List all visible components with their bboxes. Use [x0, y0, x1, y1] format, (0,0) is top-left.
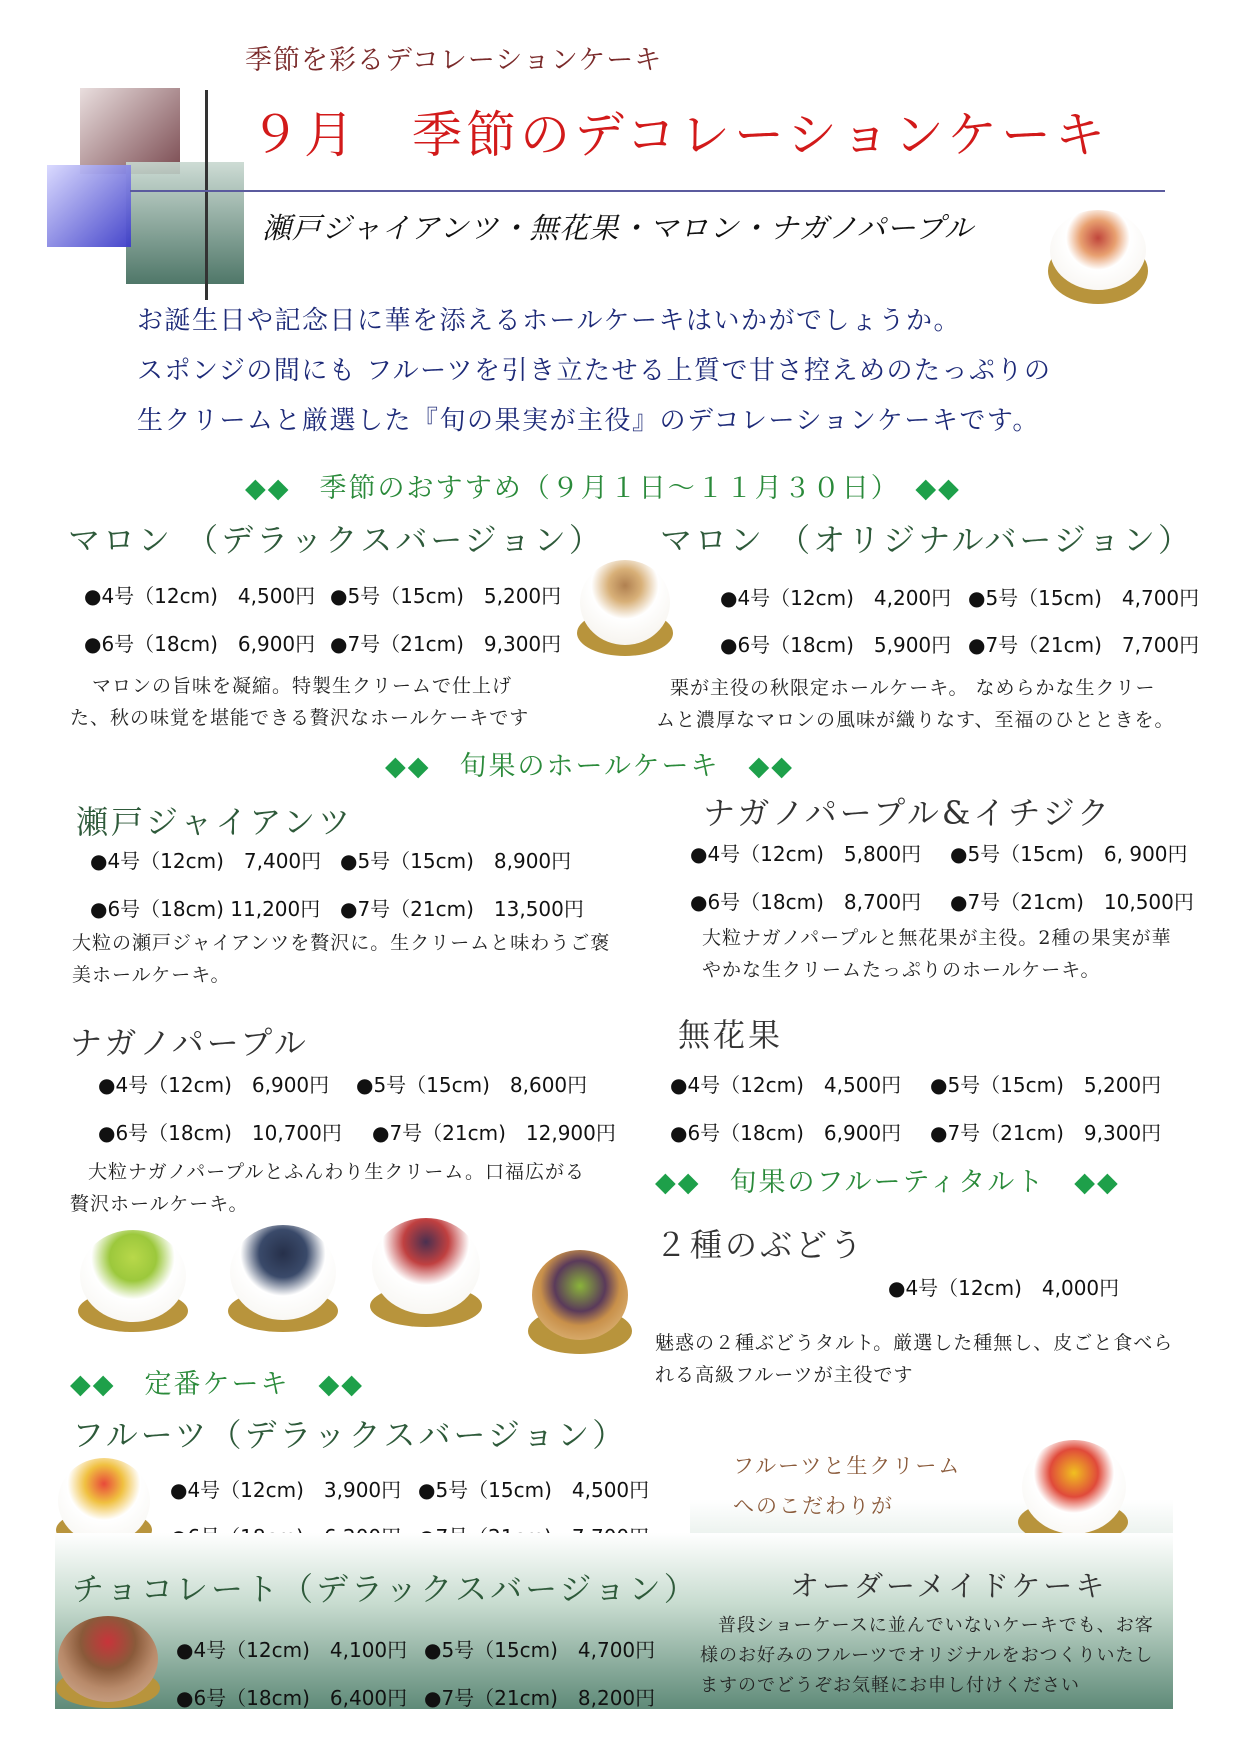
price-seto-5: ●5号（15cm) 8,900円: [340, 849, 572, 873]
price-grape-tart-4: ●4号（12cm) 4,000円: [888, 1276, 1120, 1300]
price-fig-6: ●6号（18cm) 6,900円: [670, 1121, 902, 1145]
price-marron-orig-6: ●6号（18cm) 5,900円: [720, 633, 952, 657]
product-name-choco-dx: チョコレート（デラックスバージョン）: [72, 1570, 699, 1608]
product-name-nagano-fig: ナガノパープル&イチジク: [703, 794, 1113, 832]
product-name-marron-dx: マロン （デラックスバージョン）: [68, 521, 604, 559]
order-desc-3: ますのでどうぞお気軽にお申し付けください: [700, 1675, 1080, 1696]
price-marron-orig-4: ●4号（12cm) 4,200円: [720, 586, 952, 610]
price-seto-7: ●7号（21cm) 13,500円: [340, 897, 584, 921]
choco-cake-image: [58, 1616, 158, 1702]
product-name-grape-tart: ２種のぶどう: [655, 1226, 866, 1264]
diamond-icon: ◆◆: [1074, 1167, 1120, 1198]
order-title: オーダーメイドケーキ: [790, 1569, 1108, 1603]
price-choco-dx-5: ●5号（15cm) 4,700円: [424, 1638, 656, 1662]
order-copy-1: フルーツと生クリーム: [733, 1454, 962, 1478]
price-nagano-6: ●6号（18cm) 10,700円: [98, 1121, 342, 1145]
desc-grape-tart-2: れる高級フルーツが主役です: [655, 1364, 914, 1386]
marron-cake-image: [580, 560, 670, 645]
price-fruits-dx-4: ●4号（12cm) 3,900円: [170, 1478, 402, 1502]
product-name-marron-orig: マロン （オリジナルバージョン）: [660, 521, 1194, 559]
decor-square-green: [126, 162, 244, 284]
nagano-fig-cake-image: [372, 1218, 480, 1314]
order-desc-1: 普段ショーケースに並んでいないケーキでも、お客: [718, 1615, 1154, 1636]
decor-square-blue: [47, 165, 131, 247]
fruits-cake-image: [58, 1458, 150, 1544]
diamond-icon: ◆◆: [655, 1167, 701, 1198]
price-marron-dx-4: ●4号（12cm) 4,500円: [84, 584, 316, 608]
fig-cake-image: [1050, 210, 1146, 290]
diamond-icon: ◆◆: [318, 1369, 365, 1400]
product-name-nagano: ナガノパープル: [70, 1024, 309, 1062]
order-copy-2: へのこだわりが: [733, 1494, 894, 1518]
diamond-icon: ◆◆: [915, 473, 961, 504]
price-nagano-fig-5: ●5号（15cm) 6, 900円: [950, 842, 1188, 866]
price-marron-dx-7: ●7号（21cm) 9,300円: [330, 632, 562, 656]
diamond-icon: ◆◆: [70, 1369, 116, 1400]
section-tart-label: 旬果のフルーティタルト: [729, 1167, 1046, 1198]
desc-seto-1: 大粒の瀬戸ジャイアンツを贅沢に。生クリームと味わうご褒: [72, 932, 611, 954]
price-choco-dx-7: ●7号（21cm) 8,200円: [424, 1686, 656, 1710]
desc-nagano-2: 贅沢ホールケーキ。: [70, 1193, 249, 1215]
section-seasonal: [245, 466, 961, 505]
header-vertical-rule: [205, 90, 208, 300]
price-nagano-5: ●5号（15cm) 8,600円: [356, 1073, 588, 1097]
diamond-icon: ◆◆: [385, 751, 431, 782]
product-name-fruits-dx: フルーツ（デラックスバージョン）: [72, 1416, 628, 1454]
seto-cake-image: [80, 1230, 186, 1322]
header-horizontal-rule: [130, 190, 1165, 192]
header-subtitle: 季節を彩るデコレーションケーキ: [245, 45, 663, 76]
desc-nagano-fig-2: やかな生クリームたっぷりのホールケーキ。: [702, 959, 1101, 981]
section-whole: [385, 744, 794, 783]
desc-marron-dx-2: た、秋の味覚を堪能できる贅沢なホールケーキです: [70, 707, 530, 729]
price-fig-4: ●4号（12cm) 4,500円: [670, 1073, 902, 1097]
price-fig-5: ●5号（15cm) 5,200円: [930, 1073, 1162, 1097]
intro-line-2: スポンジの間にも フルーツを引き立たせる上質で甘さ控えめのたっぷりの: [137, 356, 1052, 386]
price-marron-dx-6: ●6号（18cm) 6,900円: [84, 632, 316, 656]
desc-marron-orig-1: 栗が主役の秋限定ホールケーキ。 なめらかな生クリー: [670, 677, 1156, 699]
desc-marron-orig-2: ムと濃厚なマロンの風味が織りなす、至福のひとときを。: [656, 709, 1175, 731]
grape-tart-image: [532, 1250, 628, 1340]
price-nagano-4: ●4号（12cm) 6,900円: [98, 1073, 330, 1097]
fruits-line: 瀬戸ジャイアンツ・無花果・マロン・ナガノパープル: [262, 211, 974, 245]
section-standard-label: 定番ケーキ: [144, 1369, 290, 1400]
desc-marron-dx-1: マロンの旨味を凝縮。特製生クリームで仕上げ: [92, 675, 513, 697]
price-choco-dx-4: ●4号（12cm) 4,100円: [176, 1638, 408, 1662]
page-title: ９月 季節のデコレーションケーキ: [250, 106, 1109, 164]
diamond-icon: ◆◆: [748, 751, 794, 782]
desc-nagano-fig-1: 大粒ナガノパープルと無花果が主役。2種の果実が華: [702, 927, 1172, 949]
price-nagano-fig-7: ●7号（21cm) 10,500円: [950, 890, 1194, 914]
price-seto-4: ●4号（12cm) 7,400円: [90, 849, 322, 873]
desc-nagano-1: 大粒ナガノパープルとふんわり生クリーム。口福広がる: [88, 1161, 585, 1183]
intro-line-1: お誕生日や記念日に華を添えるホールケーキはいかがでしょうか。: [137, 306, 961, 336]
price-marron-orig-5: ●5号（15cm) 4,700円: [968, 586, 1200, 610]
price-fig-7: ●7号（21cm) 9,300円: [930, 1121, 1162, 1145]
price-marron-orig-7: ●7号（21cm) 7,700円: [968, 633, 1200, 657]
price-nagano-7: ●7号（21cm) 12,900円: [372, 1121, 616, 1145]
order-cake-image: [1022, 1440, 1126, 1534]
section-whole-label: 旬果のホールケーキ: [459, 751, 720, 782]
desc-seto-2: 美ホールケーキ。: [72, 964, 231, 986]
section-standard: [70, 1362, 364, 1401]
order-desc-2: 様のお好みのフルーツでオリジナルをおつくりいたし: [700, 1645, 1154, 1666]
desc-grape-tart-1: 魅惑の２種ぶどうタルト。厳選した種無し、皮ごと食べら: [655, 1332, 1174, 1354]
price-marron-dx-5: ●5号（15cm) 5,200円: [330, 584, 562, 608]
product-name-fig: 無花果: [678, 1016, 784, 1054]
price-seto-6: ●6号（18cm) 11,200円: [90, 897, 321, 921]
product-name-seto: 瀬戸ジャイアンツ: [76, 803, 354, 841]
section-seasonal-label: 季節のおすすめ（９月１日～１１月３０日）: [319, 473, 887, 504]
nagano-cake-image: [230, 1225, 336, 1320]
intro-line-3: 生クリームと厳選した『旬の果実が主役』のデコレーションケーキです。: [137, 406, 1040, 436]
price-fruits-dx-5: ●5号（15cm) 4,500円: [418, 1478, 650, 1502]
diamond-icon: ◆◆: [245, 473, 291, 504]
section-tart: [655, 1160, 1120, 1199]
price-nagano-fig-6: ●6号（18cm) 8,700円: [690, 890, 922, 914]
price-choco-dx-6: ●6号（18cm) 6,400円: [176, 1686, 408, 1710]
price-nagano-fig-4: ●4号（12cm) 5,800円: [690, 842, 922, 866]
